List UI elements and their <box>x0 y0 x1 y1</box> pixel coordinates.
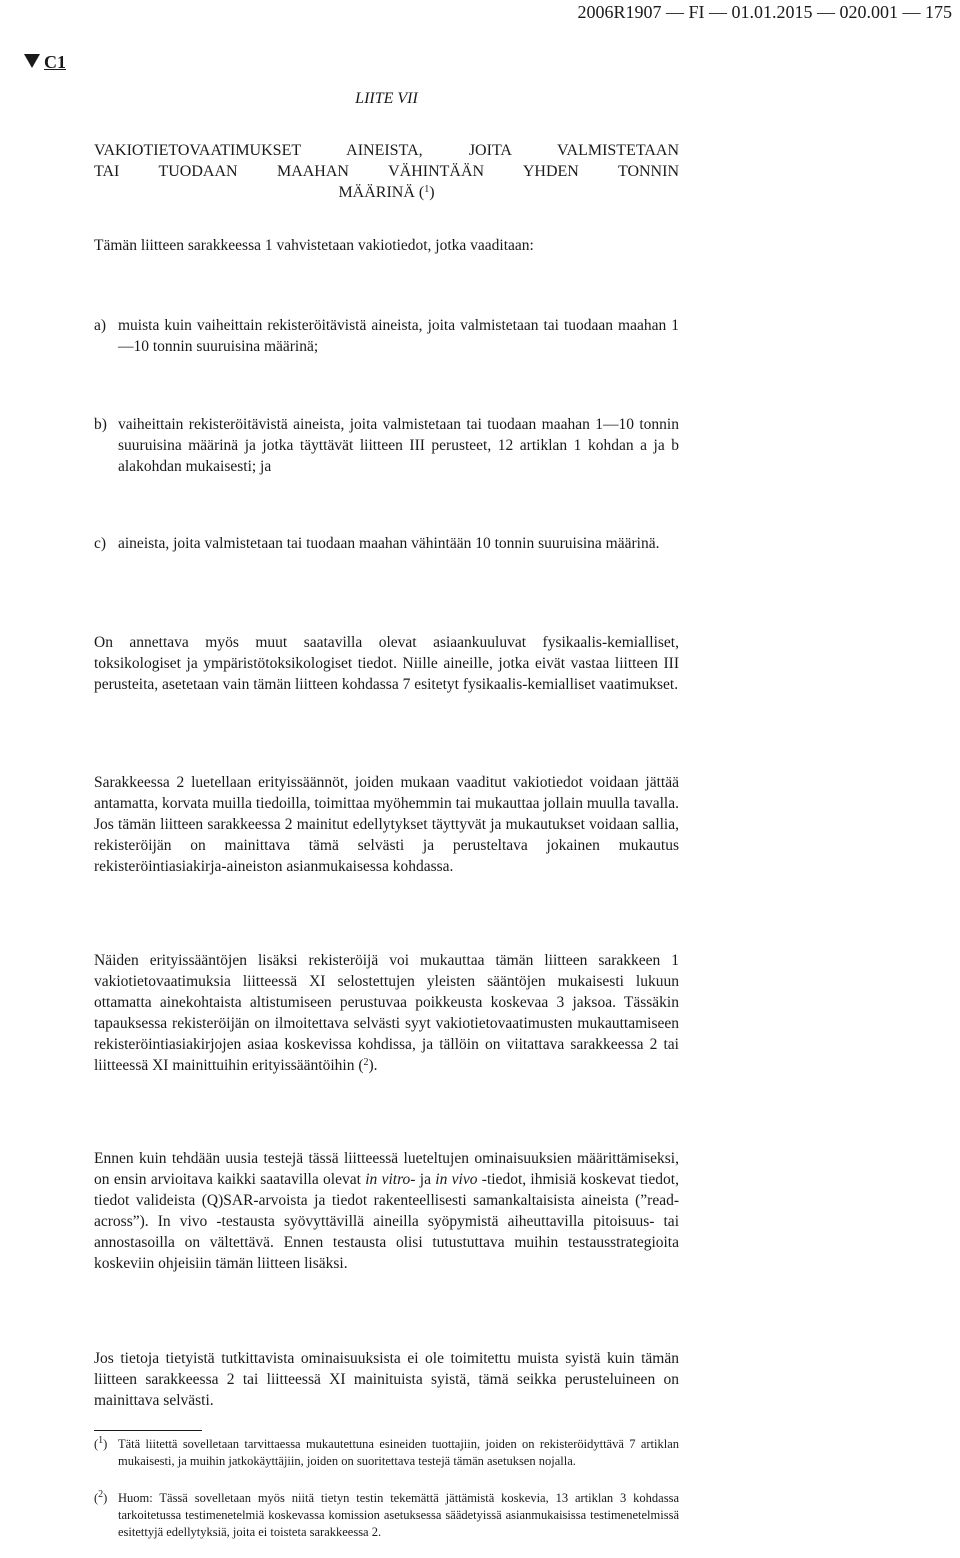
paragraph-column-2-rules: Sarakkeessa 2 luetellaan erityissäännöt, joiden mukaan vaaditut vakiotiedot voidaan jättää antamatta, korvata muilla tiedoilla, toimittaa myöhemmin tai mukauttaa jollain muulla tavalla. Jos tämän liitteen sarakkeessa 2 mainitut edellytykset täyttyvät ja mukautukset voidaan sallia, rekisteröijän on mainittava tämä selvästi ja perusteltava jokainen mukautus rekisteröintiasiakirja-aineiston asianmukaisessa kohdassa. <box>94 774 679 875</box>
footnote-divider <box>94 1430 202 1431</box>
list-item-label: c) <box>94 535 107 552</box>
triangle-down-icon <box>24 54 40 68</box>
footnote-text: Huom: Tässä sovelletaan myös niitä tietyn testin tekemättä jättämistä koskevia, 13 artiklan 3 kohdassa tarkoitetussa testimenetelmiä koskevassa komission asetuksessa säädetyissä asianmukaisissa testimenetelmissä esitettyjä edellytyksiä, joita ei toisteta sarakkeessa 2. <box>118 1491 679 1539</box>
in-vitro-term: in vitro <box>365 1171 411 1188</box>
list-item-text: vaiheittain rekisteröitävistä aineista, joita valmistetaan tai tuodaan maahan 1—10 tonnin suuruisina määrinä ja jotka täyttävät liitteen III perusteet, 12 artiklan 1 kohdan a ja b alakohdan mukaisesti; ja <box>118 416 679 475</box>
list-item-label: b) <box>94 416 107 433</box>
paragraph-testing-text-a: Ennen kuin tehdään uusia testejä tässä liitteessä lueteltujen ominaisuuksien määrittämiseksi, on ensin arvioitava kaikki saatavilla olevat <box>94 1150 679 1188</box>
list-item-text: aineista, joita valmistetaan tai tuodaan maahan vähintään 10 tonnin suuruisina määrinä. <box>118 535 660 552</box>
paragraph-adaptation-text: Näiden erityissääntöjen lisäksi rekisteröijä voi mukauttaa tämän liitteen sarakkeen 1 vakiotietovaatimuksia liitteessä XI selostettujen yleisten sääntöjen mukaisesti lukuun ottamatta ainekohtaista altistumiseen perustuvaa poikkeusta koskevaa 3 jaksoa. Tässäkin tapauksessa rekisteröijän on ilmoitettava selvästi syyt vakiotietovaatimusten mukauttamiseen rekisteröintiasiakirjojen asiaa koskevissa kohdissa, ja tällöin on viitattava sarakkeessa 2 tai liitteessä XI mainittuihin erityissääntöihin ( <box>94 952 679 1074</box>
document-reference-header: 2006R1907 — FI — 01.01.2015 — 020.001 — 175 <box>577 2 952 22</box>
list-item <box>94 315 679 357</box>
paragraph-testing-text-c: -tiedot, ihmisiä koskevat tiedot, tiedot valideista (Q)SAR-arvoista ja tiedot rakenteellisesti samankaltaisista aineista (”read-across”). In vivo -testausta syövyttävillä aineilla syöpymistä aiheuttavilla pitoisuus- tai annostasoilla on vältettävä. Ennen testausta olisi tutustuttava muihin testausstrategioita koskeviin ohjeisiin tämän liitteen lisäksi. <box>94 1171 679 1272</box>
list-item <box>94 414 679 477</box>
footnote <box>94 1490 679 1541</box>
footnote-ref-1: 1 <box>424 184 430 195</box>
annex-title: LIITE VII <box>355 90 418 107</box>
paragraph-before-testing <box>94 1148 679 1274</box>
annex-heading-line-3-close: ) <box>429 184 435 201</box>
paragraph-adaptation-end: ). <box>368 1057 378 1074</box>
in-vivo-term: in vivo <box>435 1171 478 1188</box>
annex-heading-line-1: VAKIOTIETOVAATIMUKSET AINEISTA, JOITA VALMISTETAAN <box>94 142 679 159</box>
list-item-text: muista kuin vaiheittain rekisteröitävistä aineista, joita valmistetaan tai tuodaan maahan 1—10 tonnin suuruisina määrinä; <box>118 317 679 355</box>
list-item-label: a) <box>94 317 107 334</box>
annex-heading-line-3-text: MÄÄRINÄ ( <box>338 184 425 201</box>
annex-heading-line-2: TAI TUODAAN MAAHAN VÄHINTÄÄN YHDEN TONNIN <box>94 163 679 180</box>
amendment-marker-label: C1 <box>44 52 66 72</box>
footnote-ref-2: 2 <box>363 1057 369 1068</box>
footnote-text: Tätä liitettä sovelletaan tarvittaessa mukautettuna esineiden tuottajiin, joiden on rekisteröidyttävä 7 artiklan mukaisesti, ja muihin jatkokäyttäjiin, joiden on suoritettava testejä tämän asetuksen nojalla. <box>118 1437 679 1468</box>
footnote-number: ($^1$) <box>94 1435 108 1451</box>
paragraph-testing-text-b: - ja <box>410 1171 436 1188</box>
amendment-marker <box>24 50 66 74</box>
footnote <box>94 1436 679 1470</box>
list-item <box>94 533 679 554</box>
intro-paragraph: Tämän liitteen sarakkeessa 1 vahvistetaan vakiotiedot, jotka vaaditaan: <box>94 237 534 254</box>
paragraph-additional-data: On annettava myös muut saatavilla olevat asiaankuuluvat fysikaalis-kemialliset, toksikologiset ja ympäristötoksikologiset tiedot. Niille aineille, jotka eivät vastaa liitteen III perusteita, asetetaan vain tämän liitteen kohdassa 7 esitetyt fysikaalis-kemialliset vaatimukset. <box>94 634 679 693</box>
paragraph-adaptation-rules <box>94 950 679 1076</box>
annex-heading-line-3 <box>94 182 679 203</box>
annex-heading <box>94 140 679 203</box>
paragraph-missing-data: Jos tietoja tietyistä tutkittavista ominaisuuksista ei ole toimitettu muista syistä kuin tämän liitteen sarakkeessa 2 tai liitteessä XI mainituista syistä, tämä seikka perusteluineen on mainittava selvästi. <box>94 1350 679 1409</box>
footnote-number: ($^2$) <box>94 1489 108 1505</box>
